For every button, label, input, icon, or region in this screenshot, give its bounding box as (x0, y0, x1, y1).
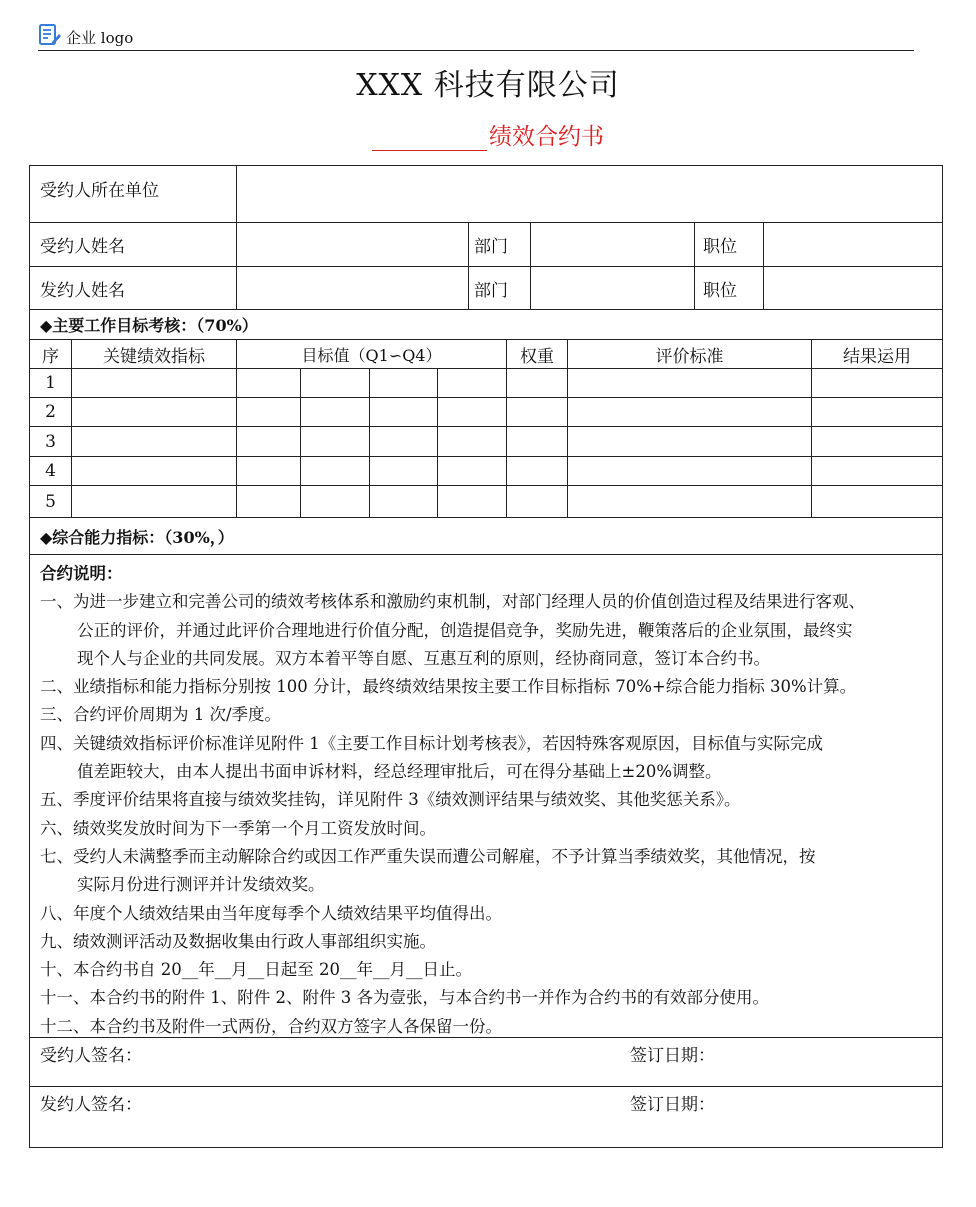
notes-line: 三、合约评价周期为 1 次/季度。 (40, 705, 282, 725)
notes-line: 十、本合约书自 20__年__月__日起至 20__年__月__日止。 (40, 960, 472, 980)
notes-title: 合约说明： (40, 564, 123, 583)
col-line (369, 368, 370, 517)
issuer-name-label: 发约人姓名 (40, 280, 125, 301)
issuer-name-input[interactable] (237, 267, 468, 309)
notes-line: 一、为进一步建立和完善公司的绩效考核体系和激励约束机制，对部门经理人员的价值创造过程及结果进行客观、 (40, 592, 865, 612)
receiver-position-label: 职位 (703, 237, 737, 257)
issuer-dept-label: 部门 (474, 280, 508, 301)
notes-line: 四、关键绩效指标评价标准详见附件 1《主要工作目标计划考核表》，若因特殊客观原因，目标值与实际完成 (40, 733, 823, 753)
row-line (29, 397, 943, 398)
receiver-name-label: 受约人姓名 (40, 237, 125, 257)
issuer-position-label: 职位 (703, 280, 737, 301)
notes-line: 十一、本合约书的附件 1、附件 2、附件 3 各为壹张，与本合约书一并作为合约书的有效部分使用。 (40, 988, 769, 1008)
notes-line: 实际月份进行测评并计发绩效奖。 (77, 875, 325, 895)
logo-label: 企业 logo (66, 29, 134, 47)
row-line (29, 426, 943, 427)
notes-line: 十二、本合约书及附件一式两份，合约双方签字人各保留一份。 (40, 1016, 502, 1036)
kpi-row-number: 3 (45, 431, 56, 452)
company-logo (38, 18, 133, 48)
row-line (29, 1086, 943, 1087)
unit-label: 受约人所在单位 (40, 180, 159, 201)
contract-notes (40, 560, 938, 1041)
issuer-date-label: 签订日期： (630, 1094, 715, 1115)
contract-title-text: 绩效合约书 (489, 124, 604, 150)
row-line (29, 456, 943, 457)
col-line (300, 368, 301, 517)
notes-line: 九、绩效测评活动及数据收集由行政人事部组织实施。 (40, 931, 436, 951)
kpi-row-number: 4 (45, 461, 56, 481)
table-border-left (29, 165, 30, 1148)
table-border-right (942, 165, 943, 1148)
kpi-row-number: 5 (45, 491, 56, 512)
ability-section-title: ◆综合能力指标：（30%，） (40, 527, 234, 547)
unit-input[interactable] (237, 166, 942, 222)
kpi-section-title: ◆主要工作目标考核：（70%） (40, 316, 258, 335)
issuer-signature-label: 发约人签名： (40, 1094, 142, 1115)
header-divider (38, 50, 914, 51)
notes-line: 五、季度评价结果将直接与绩效奖挂钩，详见附件 3《绩效测评结果与绩效奖、其他奖惩关系》。 (40, 790, 741, 810)
contract-title (0, 118, 976, 151)
row-line (29, 485, 943, 486)
receiver-dept-input[interactable] (531, 223, 694, 266)
notes-line: 六、绩效奖发放时间为下一季第一个月工资发放时间。 (40, 818, 436, 838)
kpi-row-number: 1 (45, 373, 56, 393)
notes-line: 公正的评价，并通过此评价合理地进行价值分配，创造提倡竞争，奖励先进，鞭策落后的企业氛围，最终实 (77, 620, 853, 640)
kpi-header-weight: 权重 (520, 346, 554, 367)
notes-line: 八、年度个人绩效结果由当年度每季个人绩效结果平均值得出。 (40, 903, 502, 923)
kpi-row-number: 2 (45, 402, 56, 422)
company-title: XXX 科技有限公司 (356, 68, 620, 103)
table-border-bottom (29, 1147, 943, 1148)
receiver-date-label: 签订日期： (630, 1045, 715, 1066)
col-line (468, 222, 469, 309)
receiver-signature-label: 受约人签名： (40, 1045, 142, 1066)
notes-line: 七、受约人未满整季而主动解除合约或因工作严重失误而遭公司解雇，不予计算当季绩效奖，其他情况，按 (40, 846, 816, 866)
kpi-header-result: 结果运用 (843, 346, 911, 367)
row-line (29, 554, 943, 555)
kpi-header-indicator: 关键绩效指标 (103, 346, 205, 367)
kpi-header-target: 目标值（Q1∽Q4） (301, 345, 442, 365)
issuer-position-input[interactable] (764, 267, 942, 309)
notes-line: 二、业绩指标和能力指标分别按 100 分计，最终绩效结果按主要工作目标指标 70%+综合能力指标 30%计算。 (40, 677, 857, 697)
kpi-header-criteria: 评价标准 (655, 346, 724, 367)
notes-line: 现个人与企业的共同发展。双方本着平等自愿、互惠互利的原则，经协商同意，签订本合约书。 (77, 648, 770, 668)
notes-line: 值差距较大，由本人提出书面申诉材料，经总经理审批后，可在得分基础上±20%调整。 (77, 762, 722, 782)
col-line (694, 222, 695, 309)
receiver-dept-label: 部门 (474, 237, 508, 257)
kpi-header-seq: 序 (42, 346, 59, 367)
col-line (437, 368, 438, 517)
receiver-position-input[interactable] (764, 223, 942, 266)
title-blank[interactable] (372, 126, 487, 151)
issuer-dept-input[interactable] (531, 267, 694, 309)
receiver-name-input[interactable] (237, 223, 468, 266)
document-edit-icon (38, 22, 62, 48)
row-line (29, 368, 943, 369)
